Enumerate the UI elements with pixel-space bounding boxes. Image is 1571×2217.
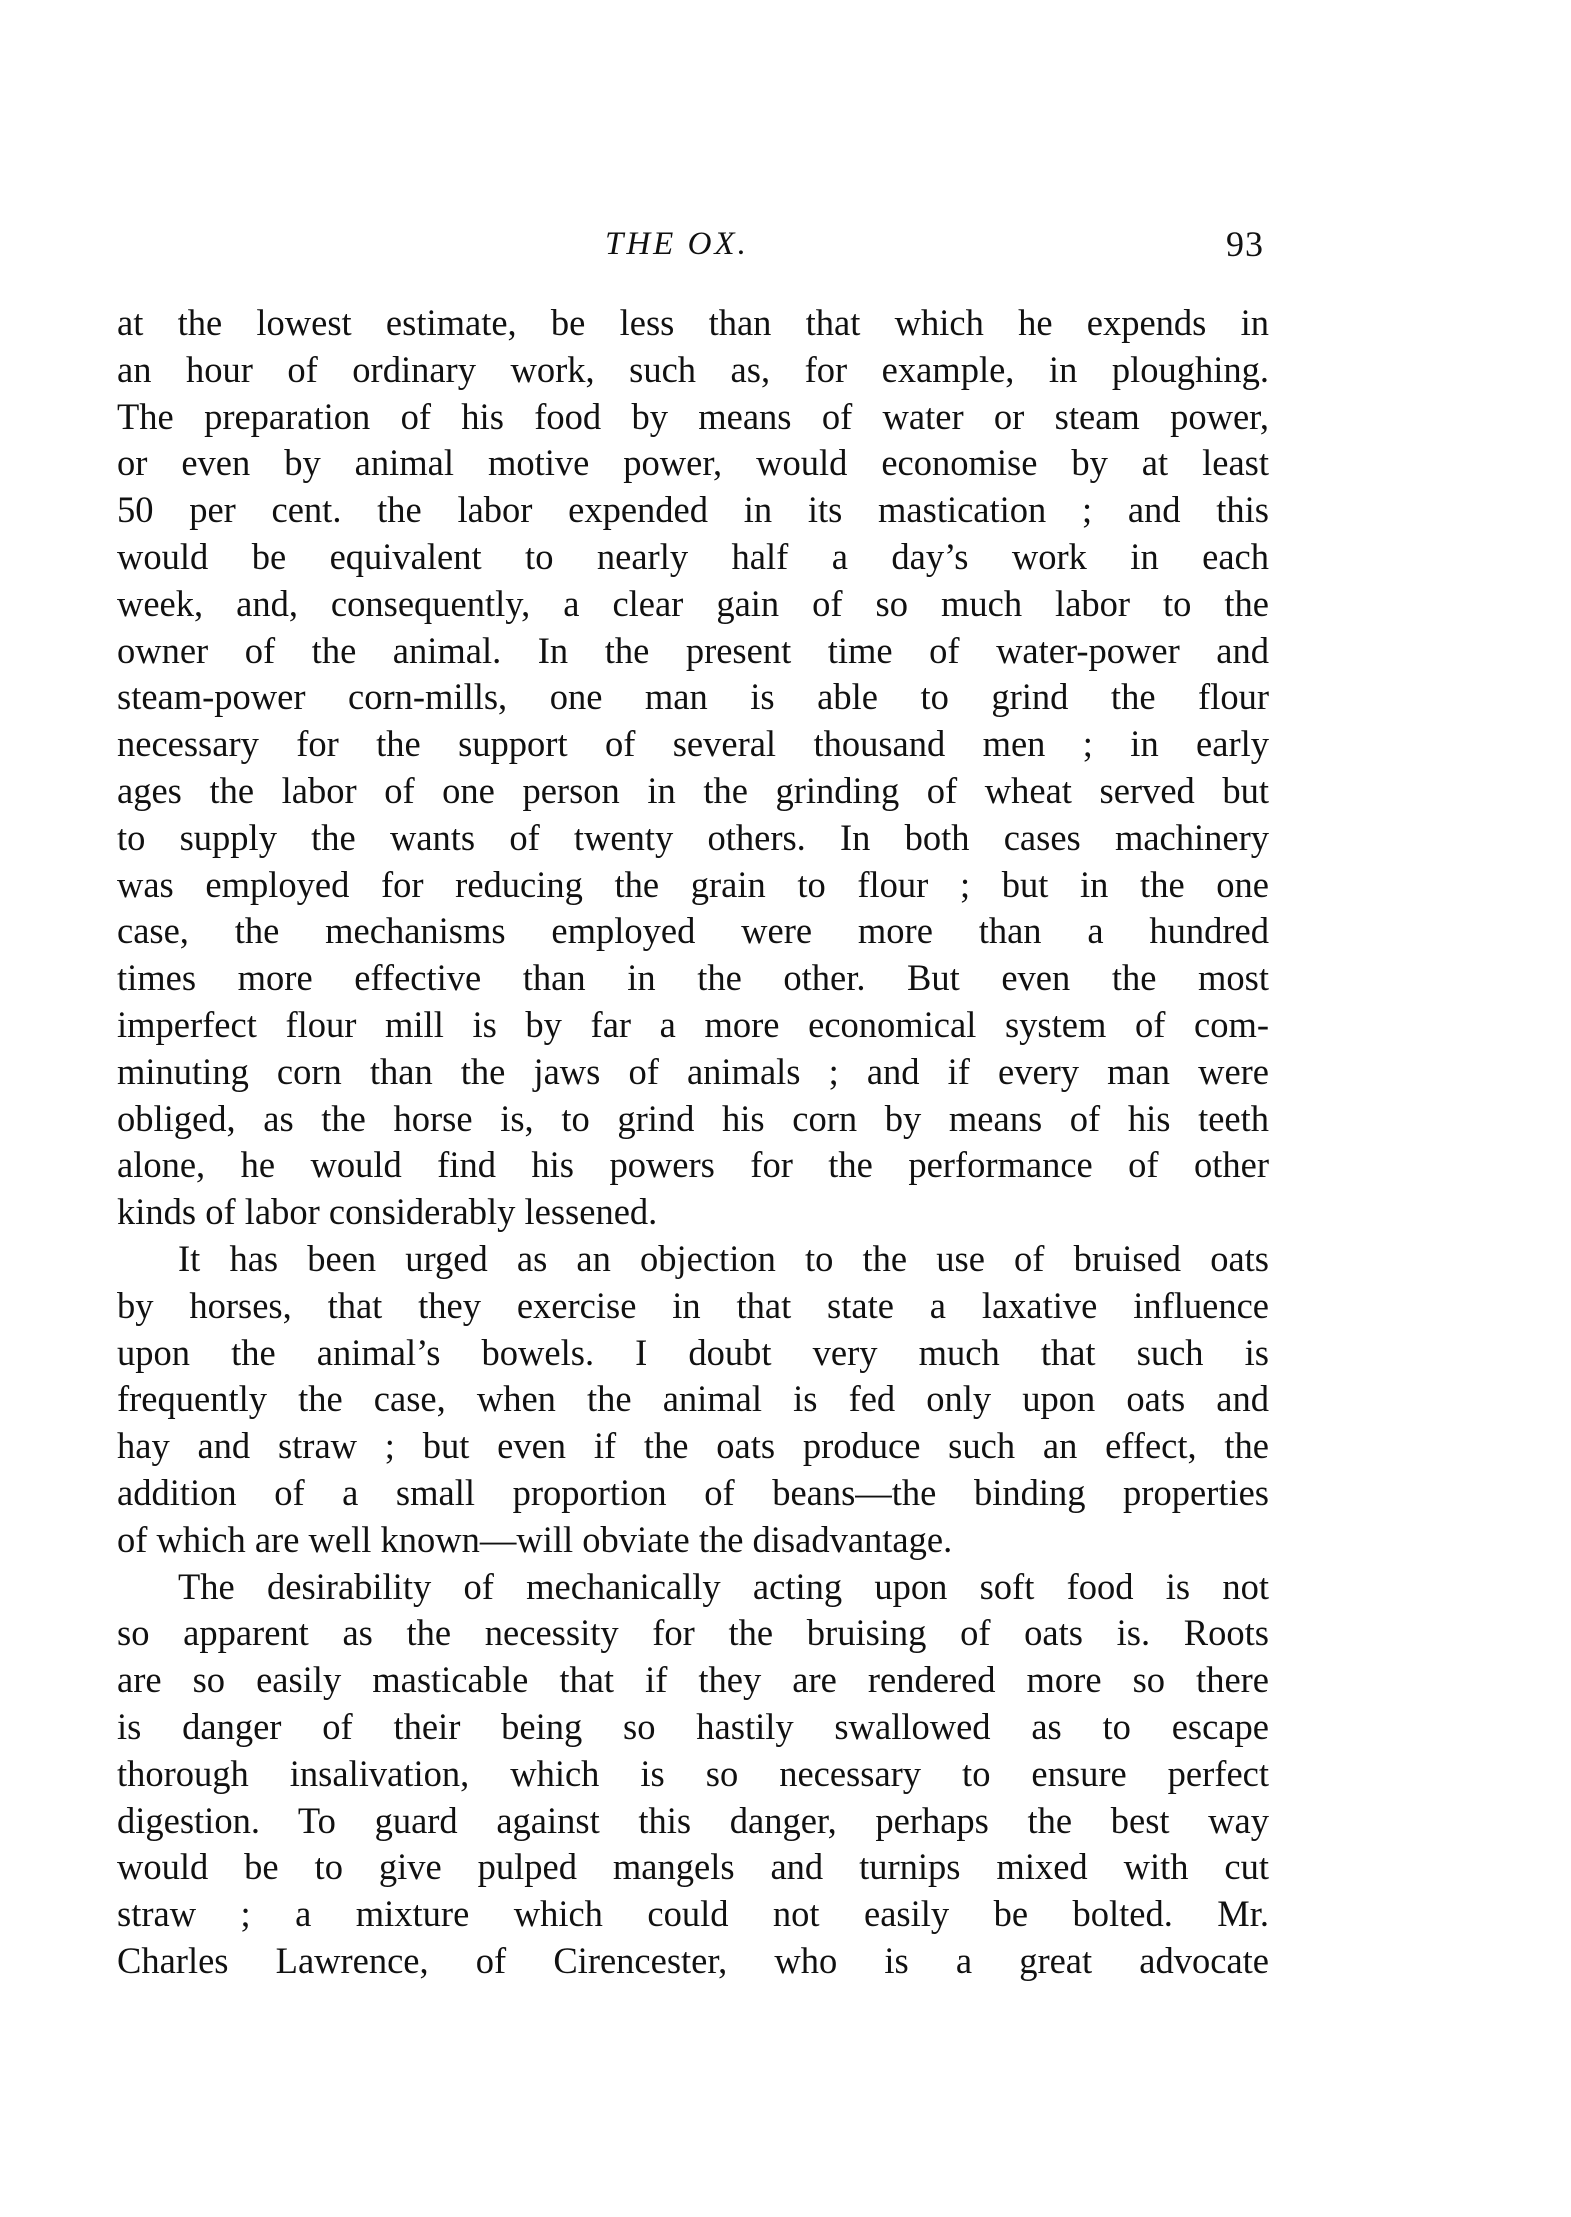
text-line: would be to give pulped mangels and turnips mixed with cut xyxy=(117,1846,1269,1888)
paragraph-3 xyxy=(117,1564,1269,1985)
text-line: so apparent as the necessity for the bruising of oats is. Roots xyxy=(117,1612,1269,1654)
text-line: upon the animal’s bowels. I doubt very much that such is xyxy=(117,1331,1269,1373)
body-text xyxy=(117,300,1269,1985)
text-line: kinds of labor considerably lessened. xyxy=(117,1191,658,1233)
text-line: imperfect flour mill is by far a more economical system of com- xyxy=(117,1003,1269,1045)
text-line: is danger of their being so hastily swallowed as to escape xyxy=(117,1705,1269,1747)
text-line: owner of the animal. In the present time of water-power and xyxy=(117,629,1269,671)
text-line: to supply the wants of twenty others. In both cases machinery xyxy=(117,816,1269,858)
paragraph-1 xyxy=(117,300,1269,1236)
text-line: of which are well known—will obviate the disadvantage. xyxy=(117,1518,953,1560)
text-line: The desirability of mechanically acting upon soft food is not xyxy=(178,1565,1269,1607)
text-line: 50 per cent. the labor expended in its mastication ; and this xyxy=(117,489,1269,531)
paragraph-2 xyxy=(117,1236,1269,1564)
text-line: steam-power corn-mills, one man is able to grind the flour xyxy=(117,676,1269,718)
text-line: addition of a small proportion of beans—the binding properties xyxy=(117,1471,1269,1513)
text-line: times more effective than in the other. But even the most xyxy=(117,957,1269,999)
text-line: week, and, consequently, a clear gain of so much labor to the xyxy=(117,582,1269,624)
text-line: alone, he would find his powers for the performance of other xyxy=(117,1144,1269,1186)
text-line: Charles Lawrence, of Cirencester, who is a great advocate xyxy=(117,1939,1269,1981)
text-line: are so easily masticable that if they are rendered more so there xyxy=(117,1659,1269,1701)
text-line: case, the mechanisms employed were more than a hundred xyxy=(117,910,1269,952)
text-line: ages the labor of one person in the grinding of wheat served but xyxy=(117,769,1269,811)
text-line: necessary for the support of several thousand men ; in early xyxy=(117,723,1269,765)
text-line: It has been urged as an objection to the use of bruised oats xyxy=(178,1237,1269,1279)
text-line: digestion. To guard against this danger, perhaps the best way xyxy=(117,1799,1269,1841)
text-line: at the lowest estimate, be less than that which he expends in xyxy=(117,302,1269,343)
text-line: minuting corn than the jaws of animals ; and if every man were xyxy=(117,1050,1269,1092)
text-line: straw ; a mixture which could not easily be bolted. Mr. xyxy=(117,1893,1269,1935)
text-line: The preparation of his food by means of water or steam power, xyxy=(117,395,1269,437)
text-line: would be equivalent to nearly half a day’s work in each xyxy=(117,535,1269,577)
text-line: was employed for reducing the grain to flour ; but in the one xyxy=(117,863,1269,905)
text-line: or even by animal motive power, would economise by at least xyxy=(117,442,1269,484)
running-head-title: THE OX. xyxy=(605,226,749,262)
text-line: an hour of ordinary work, such as, for example, in ploughing. xyxy=(117,348,1269,390)
text-line: thorough insalivation, which is so necessary to ensure perfect xyxy=(117,1752,1269,1794)
text-line: frequently the case, when the animal is fed only upon oats and xyxy=(117,1378,1269,1420)
text-line: by horses, that they exercise in that state a laxative influence xyxy=(117,1284,1269,1326)
text-line: obliged, as the horse is, to grind his corn by means of his teeth xyxy=(117,1097,1269,1139)
page-number: 93 xyxy=(1226,224,1264,264)
text-line: hay and straw ; but even if the oats produce such an effect, the xyxy=(117,1425,1269,1467)
